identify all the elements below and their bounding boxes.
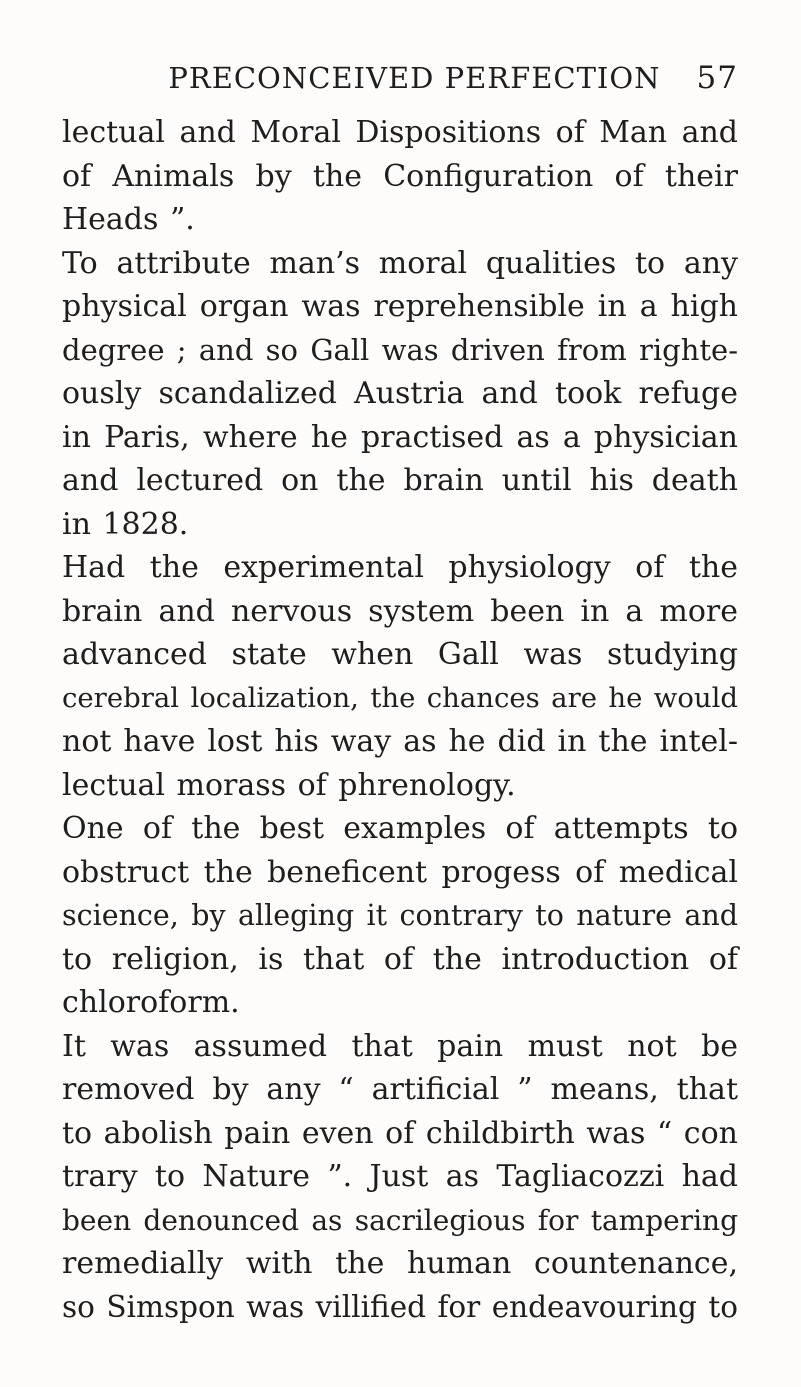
text-line: removed by any “ artificial ” means, that <box>62 1072 738 1107</box>
page-number: 57 <box>696 60 738 96</box>
text-line: Had the experimental physiology of the <box>62 550 738 585</box>
text-line: lectual and Moral Dispositions of Man and <box>62 115 738 150</box>
text-line: and lectured on the brain until his death <box>62 463 738 498</box>
text-line: science, by alleging it contrary to nature and <box>62 899 738 932</box>
running-head <box>62 60 738 100</box>
text-line: Heads ”. <box>62 202 195 237</box>
text-line: One of the best examples of attempts to <box>62 811 738 846</box>
text-line: It was assumed that pain must not be <box>62 1028 738 1064</box>
text-line: in 1828. <box>62 506 189 542</box>
text-line: To attribute man’s moral qualities to any <box>62 245 738 281</box>
text-line: advanced state when Gall was studying <box>62 637 738 672</box>
text-line: in Paris, where he practised as a physician <box>62 419 738 455</box>
paragraph-1 <box>62 111 738 242</box>
text-line: to abolish pain even of childbirth was “ con <box>62 1115 738 1151</box>
text-line: obstruct the beneficent progess of medical <box>62 854 738 890</box>
text-line: lectual morass of phrenology. <box>62 767 516 803</box>
text-line: degree ; and so Gall was driven from righte- <box>62 332 738 367</box>
text-line: trary to Nature ”. Just as Tagliacozzi had <box>62 1159 738 1194</box>
book-page <box>62 60 738 1329</box>
paragraph-3 <box>62 546 738 807</box>
text-line: to religion, is that of the introduction of <box>62 941 738 977</box>
paragraph-4 <box>62 807 738 1025</box>
text-line: ously scandalized Austria and took refuge <box>62 376 738 411</box>
text-line: been denounced as sacrilegious for tampering <box>62 1203 738 1237</box>
text-line: remedially with the human countenance, <box>62 1246 738 1281</box>
paragraph-5 <box>62 1025 738 1330</box>
text-line: so Simspon was villified for endeavouring to <box>62 1289 738 1324</box>
text-line: of Animals by the Configuration of their <box>62 158 738 194</box>
text-line: chloroform. <box>62 985 240 1020</box>
text-line: brain and nervous system been in a more <box>62 593 738 629</box>
running-title: PRECONCEIVED PERFECTION <box>168 61 661 95</box>
text-line: cerebral localization, the chances are he would <box>62 681 738 714</box>
text-line: physical organ was reprehensible in a high <box>62 289 738 324</box>
text-line: not have lost his way as he did in the intel- <box>62 724 738 759</box>
paragraph-2 <box>62 242 738 547</box>
